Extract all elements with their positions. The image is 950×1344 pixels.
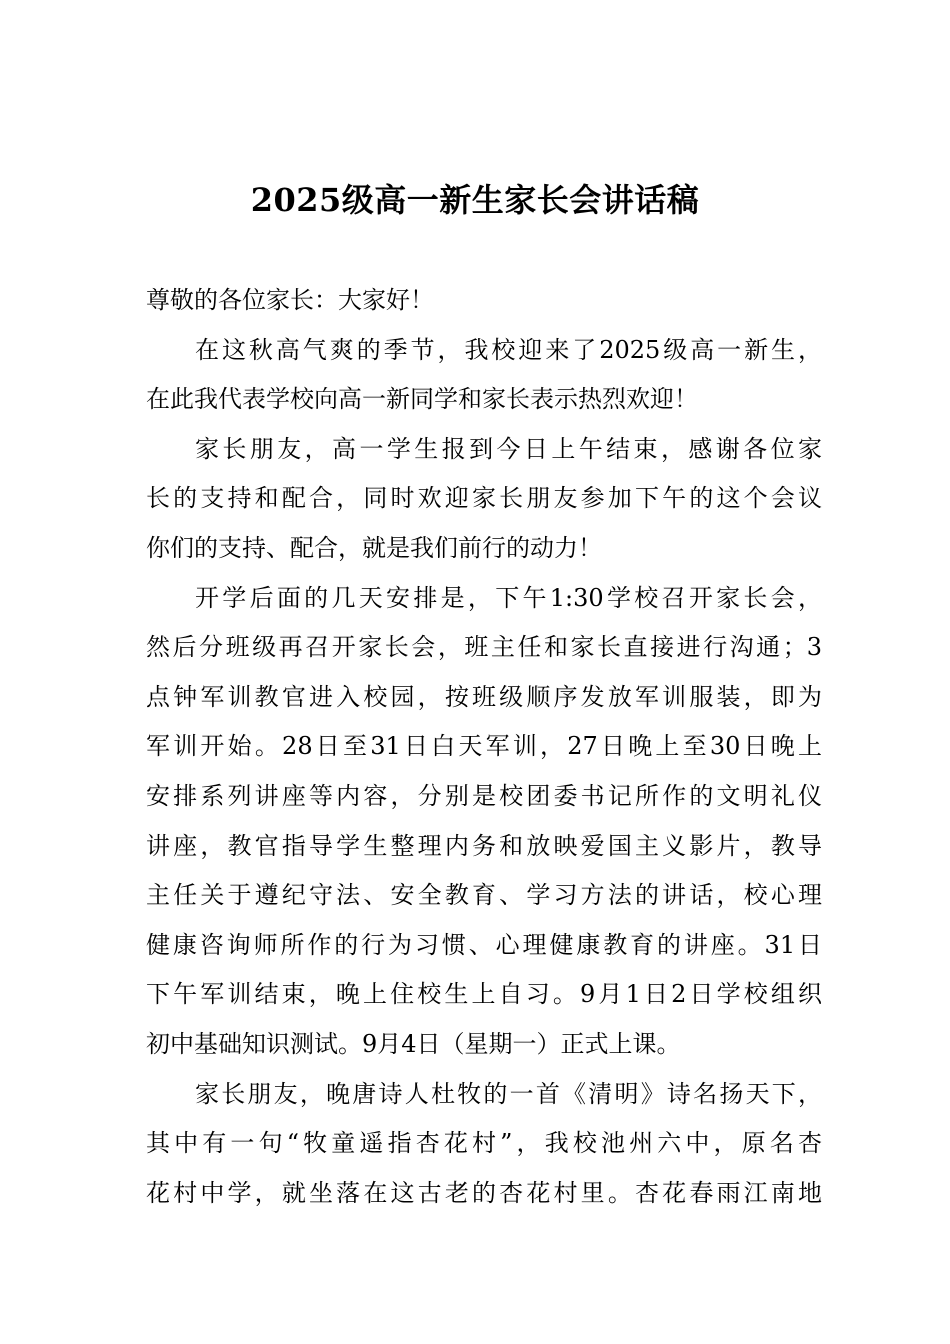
text-line: 其中有一句“牧童遥指杏花村”，我校池州六中，原名杏 (146, 1129, 822, 1158)
text-line: 家长朋友，高一学生报到今日上午结束，感谢各位家 (195, 434, 822, 463)
text-line: 长的支持和配合，同时欢迎家长朋友参加下午的这个会议 (146, 484, 822, 513)
text-line: 你们的支持、配合，就是我们前行的动力！ (146, 533, 602, 562)
text-line: 健康咨询师所作的行为习惯、心理健康教育的讲座。31日 (146, 930, 822, 959)
text-line: 在此我代表学校向高一新同学和家长表示热烈欢迎！ (146, 385, 698, 414)
text-line: 花村中学，就坐落在这古老的杏花村里。杏花春雨江南地 (146, 1178, 822, 1207)
text-line: 家长朋友，晚唐诗人杜牧的一首《清明》诗名扬天下， (195, 1079, 822, 1108)
text-line: 尊敬的各位家长：大家好！ (146, 286, 434, 314)
text-line: 讲座，教官指导学生整理内务和放映爱国主义影片，教导 (146, 831, 822, 860)
text-line: 然后分班级再召开家长会，班主任和家长直接进行沟通；3 (146, 633, 822, 662)
text-line: 下午军训结束，晚上住校生上自习。9月1日2日学校组织 (146, 980, 822, 1009)
text-line: 在这秋高气爽的季节，我校迎来了2025级高一新生， (195, 335, 822, 364)
text-line: 初中基础知识测试。9月4日（星期一）正式上课。 (146, 1029, 681, 1058)
text-line: 军训开始。28日至31日白天军训，27日晚上至30日晚上 (146, 732, 822, 761)
text-line: 开学后面的几天安排是，下午1:30学校召开家长会， (195, 583, 822, 612)
text-line: 主任关于遵纪守法、安全教育、学习方法的讲话，校心理 (146, 881, 822, 910)
text-line: 安排系列讲座等内容，分别是校团委书记所作的文明礼仪 (146, 781, 822, 810)
document-body (146, 276, 822, 1218)
text-line: 点钟军训教官进入校园，按班级顺序发放军训服装，即为 (146, 682, 822, 711)
document-title: 2025级高一新生家长会讲话稿 (250, 181, 700, 219)
